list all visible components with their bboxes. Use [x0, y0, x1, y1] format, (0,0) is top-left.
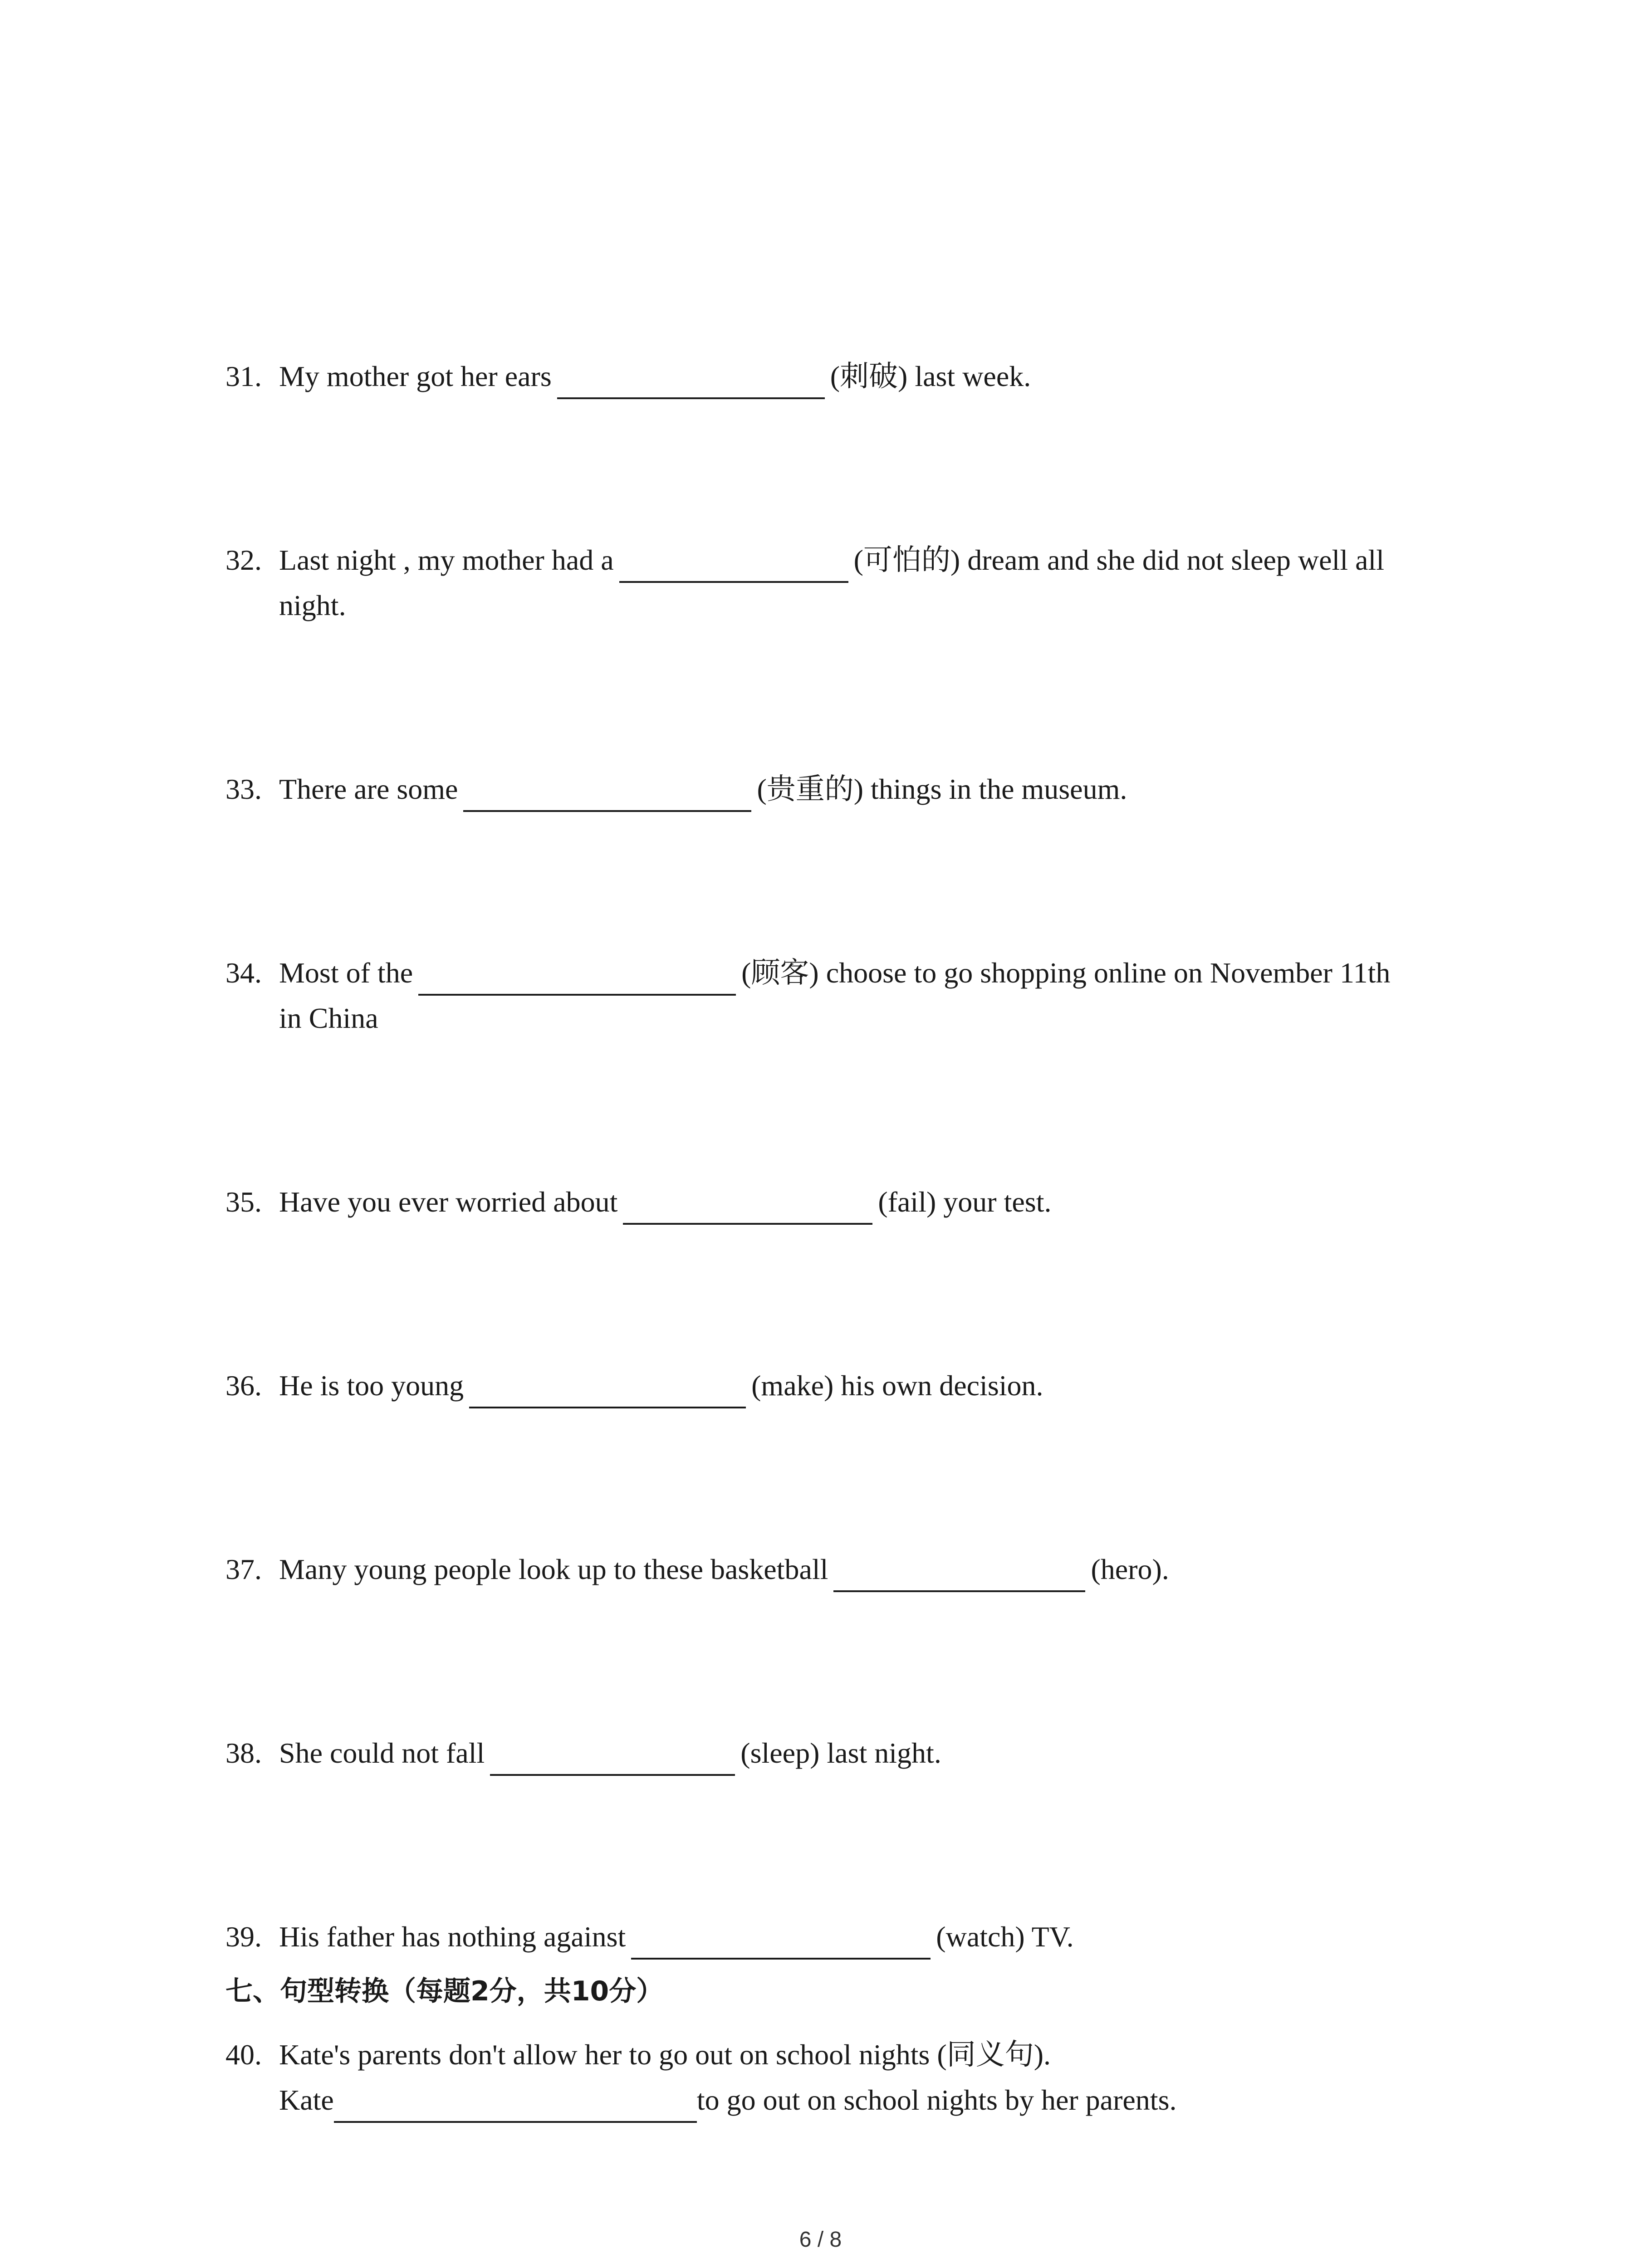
question-text-after: (fail) your test.	[878, 1186, 1052, 1218]
question-text-before: She could not fall	[279, 1737, 485, 1769]
question-number: 38.	[225, 1737, 262, 1769]
answer-blank[interactable]	[418, 959, 736, 996]
question-text-before: He is too young	[279, 1369, 464, 1402]
question-text-before: Many young people look up to these basketball	[279, 1553, 828, 1585]
question-number: 34.	[225, 957, 262, 989]
question-text-before: Last night , my mother had a	[279, 544, 614, 576]
question-number: 32.	[225, 544, 262, 576]
question-text-after: (刺破) last week.	[830, 360, 1031, 392]
question-number: 35.	[225, 1186, 262, 1218]
question-text-after: (watch) TV.	[936, 1921, 1074, 1953]
question-text-before: My mother got her ears	[279, 360, 552, 392]
answer-blank[interactable]	[469, 1372, 746, 1408]
question-text-before: His father has nothing against	[279, 1921, 626, 1953]
question-number: 36.	[225, 1369, 262, 1402]
question-text-before: There are some	[279, 773, 458, 805]
question-number: 33.	[225, 773, 262, 805]
question-37	[225, 1547, 1450, 1592]
question-text-continuation: night.	[279, 589, 346, 621]
question-32	[225, 538, 1450, 628]
question-text-after: (sleep) last night.	[740, 1737, 941, 1769]
question-text-after: (顾客) choose to go shopping online on November 11th	[741, 957, 1391, 989]
question-prompt: Kate's parents don't allow her to go out on school nights (同义句).	[279, 2038, 1051, 2071]
answer-blank[interactable]	[334, 2087, 697, 2123]
question-text-after: (make) his own decision.	[751, 1369, 1043, 1402]
question-text-after: (贵重的) things in the museum.	[757, 773, 1127, 805]
question-text-after: (可怕的) dream and she did not sleep well all	[853, 544, 1385, 576]
question-35	[225, 1179, 1450, 1225]
question-39	[225, 1914, 1450, 1960]
question-31	[225, 354, 1450, 399]
answer-blank[interactable]	[490, 1740, 735, 1776]
question-text-before: Have you ever worried about	[279, 1186, 618, 1218]
answer-blank[interactable]	[619, 547, 848, 583]
question-text-before: Kate	[279, 2084, 334, 2116]
question-number: 37.	[225, 1553, 262, 1585]
question-text-before: Most of the	[279, 957, 413, 989]
question-38	[225, 1730, 1450, 1776]
question-36	[225, 1363, 1450, 1408]
question-33	[225, 767, 1450, 812]
question-number: 31.	[225, 360, 262, 392]
answer-blank[interactable]	[833, 1556, 1085, 1592]
answer-blank[interactable]	[631, 1923, 931, 1960]
section-heading: 七、句型转换（每题2分，共10分）	[225, 1975, 664, 2007]
answer-blank[interactable]	[463, 776, 751, 812]
question-number: 40.	[225, 2038, 262, 2071]
question-text-after: (hero).	[1091, 1553, 1169, 1585]
answer-blank[interactable]	[623, 1188, 872, 1225]
question-text-after: to go out on school nights by her parents.	[696, 2084, 1177, 2116]
question-40	[225, 2032, 1450, 2123]
answer-blank[interactable]	[557, 363, 825, 399]
question-number: 39.	[225, 1921, 262, 1953]
page-number: 6 / 8	[799, 2228, 842, 2252]
question-34	[225, 950, 1450, 1041]
question-text-continuation: in China	[279, 1002, 378, 1034]
